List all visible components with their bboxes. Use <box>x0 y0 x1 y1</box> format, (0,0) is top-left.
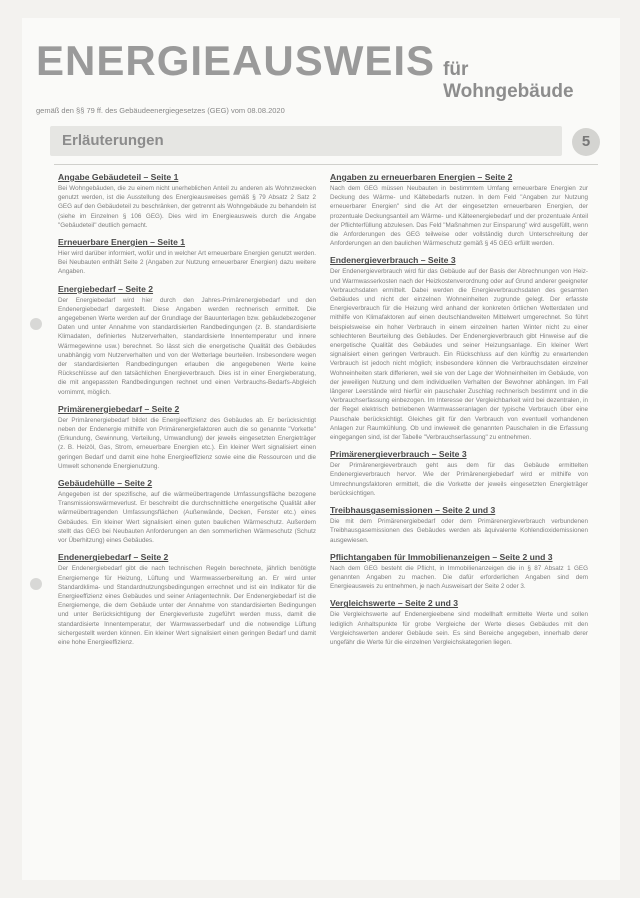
section-text: Angegeben ist der spezifische, auf die wärmeübertragende Umfassungsfläche bezogene Transmissionswärmeverlust. Er beschreibt die durchschnittliche energetische Qualität aller wärmeübertragenden Umfassungsflächen (Außenwände, Decken, Fenster etc.) eines Gebäudes. Ein kleiner Wert signalisiert einen guten baulichen Wärmeschutz. Außerdem stellt das GEG bei Neubauten Anforderungen an den sommerlichen Wärmeschutz (Schutz vor Überhitzung) eines Gebäudes. <box>58 491 316 545</box>
document-header <box>36 37 596 115</box>
document-title: ENERGIEAUSWEIS <box>36 37 436 84</box>
explanation-section <box>330 449 588 498</box>
section-heading: Pflichtangaben für Immobilienanzeigen – Seite 2 und 3 <box>330 551 553 562</box>
document-subtitle: für Wohngebäude <box>443 59 574 102</box>
section-text: Der Endenergiebedarf gibt die nach technischen Regeln berechnete, jährlich benötigte Energiemenge für Heizung, Lüftung und Warmwasserbereitung an. Er wird unter Standardklima- und Standardnutzungsbedingungen errechnet und ist ein Indikator für die Energieeffizienz eines Gebäudes und seiner Anlagentechnik. Der Endenergiebedarf ist die Energiemenge, die dem Gebäude unter der Annahme von standardisierten Bedingungen und unter Berücksichtigung der Energieverluste zugeführt werden muss, damit die standardisierte Innentemperatur, der Warmwasserbedarf und die notwendige Lüftung sichergestellt werden können. Ein kleiner Wert signalisiert einen geringen Bedarf und damit eine hohe Energieeffizienz. <box>58 565 316 646</box>
legal-basis: gemäß den §§ 79 ff. des Gebäudeenergiegesetzes (GEG) vom 08.08.2020 <box>36 106 285 115</box>
explanation-section <box>58 237 316 277</box>
section-text: Der Endenergieverbrauch wird für das Gebäude auf der Basis der Abrechnungen von Heiz- und Warmwasserkosten nach der Heizkostenverordnung oder auf Grund anderer geeigneter Verbrauchsdaten ermittelt. Dabei werden die Energieverbrauchsdaten des gesamten Gebäudes und nicht der einzelnen Wohneinheiten zugrunde gelegt. Der erfasste Energieverbrauch für die Heizung wird anhand der konkreten örtlichen Wetterdaten und mithilfe von Klimafaktoren auf einen deutschlandweiten Mittelwert umgerechnet. So führt beispielsweise ein hoher Verbrauch in einem einzelnen harten Winter nicht zu einer schlechteren Beurteilung des Gebäudes. Der Endenergieverbrauch gibt Hinweise auf die energetische Qualität des Gebäudes und seiner Heizungsanlage. Ein kleiner Wert signalisiert einen geringen Verbrauch. Ein Rückschluss auf den künftig zu erwartenden Verbrauch ist jedoch nicht möglich; insbesondere können die Verbrauchsdaten einzelner Wohneinheiten stark differieren, weil sie von der Lage der Wohneinheiten im Gebäude, von der jeweiligen Nutzung und dem individuellen Verhalten der Bewohner abhängen. Im Fall längerer Leerstände wird hierfür ein pauschaler Zuschlag rechnerisch bestimmt und in die Verbrauchserfassung einbezogen. Im Interesse der Vergleichbarkeit wird bei dezentralen, in der Regel elektrisch betriebenen Warmwasseranlagen der typische Verbrauch über eine Pauschale berücksichtigt. Gleiches gilt für den Verbrauch von eventuell vorhandenen Anlagen zur Raumkühlung. Ob und inwieweit die genannten Pauschalen in die Erfassung eingegangen sind, ist der Tabelle "Verbrauchserfassung" zu entnehmen. <box>330 268 588 442</box>
section-heading: Primärenergieverbrauch – Seite 3 <box>330 449 467 460</box>
explanation-section <box>330 552 588 592</box>
divider <box>54 164 598 165</box>
section-text: Nach dem GEG besteht die Pflicht, in Immobilienanzeigen die in § 87 Absatz 1 GEG genannten Angaben zu machen. Die dafür erforderlichen Angaben sind dem Energieausweis zu entnehmen, je nach Ausweisart der Seite 2 oder 3. <box>330 564 588 591</box>
section-heading: Endenergiebedarf – Seite 2 <box>58 552 169 563</box>
section-heading: Energiebedarf – Seite 2 <box>58 283 154 294</box>
page-number-badge: 5 <box>572 128 600 156</box>
explanation-section <box>58 478 316 545</box>
explanation-section <box>58 284 316 397</box>
section-heading: Gebäudehülle – Seite 2 <box>58 478 153 489</box>
section-heading: Erneuerbare Energien – Seite 1 <box>58 237 186 248</box>
section-title: Erläuterungen <box>62 132 164 149</box>
explanation-section <box>58 552 316 647</box>
section-text: Der Primärenergieverbrauch geht aus dem für das Gebäude ermittelten Endenergieverbrauch hervor. Wie der Primärenergiebedarf wird er mithilfe von Umrechnungsfaktoren ermittelt, die die Vorkette der jeweils eingesetzten Energieträger berücksichtigen. <box>330 462 588 497</box>
section-text: Die mit dem Primärenergiebedarf oder dem Primärenergieverbrauch verbundenen Treibhausgasemissionen des Gebäudes werden als äquivalente Kohlendioxidemissionen ausgewiesen. <box>330 518 588 544</box>
section-heading: Angabe Gebäudeteil – Seite 1 <box>58 172 179 182</box>
section-heading: Endenergieverbrauch – Seite 3 <box>330 255 456 266</box>
section-heading: Primärenergiebedarf – Seite 2 <box>58 403 180 414</box>
explanation-section <box>58 404 316 471</box>
section-text: Der Primärenergiebedarf bildet die Energieeffizienz des Gebäudes ab. Er berücksichtigt neben der Endenergie mithilfe von Primärenergiefaktoren auch die so genannte "Vorkette" (Erkundung, Gewinnung, Verteilung, Umwandlung) der jeweils eingesetzten Energieträger (z. B. Heizöl, Gas, Strom, erneuerbare Energien etc.). Ein kleiner Wert signalisiert einen geringen Bedarf und damit eine hohe Energieeffizienz sowie eine die Ressourcen und die Umwelt schonende Energienutzung. <box>58 416 316 470</box>
explanation-section <box>58 172 316 230</box>
left-column <box>58 172 316 654</box>
section-text: Nach dem GEG müssen Neubauten in bestimmtem Umfang erneuerbare Energien zur Deckung des Wärme- und Kältebedarfs nutzen. In dem Feld "Angaben zur Nutzung erneuerbarer Energien" sind die Art der eingesetzten erneuerbaren Energien, der prozentuale Deckungsanteil am Wärme- und Kälteenergiebedarf und der prozentuale Anteil der Pflichterfüllung abzulesen. Das Feld "Maßnahmen zur Einsparung" wird ausgefüllt, wenn die Anforderungen des GEG teilweise oder vollständig durch Unterschreitung der Anforderungen an den baulichen Wärmeschutz gemäß § 45 GEG erfüllt werden. <box>330 185 588 248</box>
section-text: Der Energiebedarf wird hier durch den Jahres-Primärenergiebedarf und den Endenergiebedarf dargestellt. Diese Angaben werden rechnerisch ermittelt. Die angegebenen Werte werden auf der Grundlage der Bauunterlagen bzw. gebäudebezogener Daten und unter Annahme von standardisierten Randbedingungen (z. B. standardisierte Klimadaten, definiertes Nutzerverhalten, standardisierte Innentemperatur und innere Wärmegewinne usw.) berechnet. So lässt sich die energetische Qualität des Gebäudes unabhängig vom Nutzerverhalten und von der Wetterlage beurteilen. Insbesondere wegen der standardisierten Randbedingungen erlauben die angegebenen Werte keine Rückschlüsse auf den tatsächlichen Energieverbrauch. Dies ist in einer Energieberatung, die mit angepassten Randbedingungen rechnet und einen Verbrauchs-Bedarfs-Abgleich vornimmt, möglich. <box>58 296 316 396</box>
punch-hole <box>30 318 42 330</box>
punch-hole <box>30 578 42 590</box>
title-row <box>36 37 596 103</box>
section-header-bar <box>50 126 562 156</box>
section-text: Die Vergleichswerte auf Endenergieebene sind modellhaft ermittelte Werte und sollen lediglich Anhaltspunkte für grobe Vergleiche der Werte dieses Gebäudes mit den Vergleichswerten anderer Gebäude sein. Es sind Bereiche angegeben, innerhalb derer ungefähr die Werte für die einzelnen Vergleichskategorien liegen. <box>330 611 588 646</box>
section-heading: Vergleichswerte – Seite 2 und 3 <box>330 598 459 609</box>
explanation-section <box>330 172 588 248</box>
section-text: Bei Wohngebäuden, die zu einem nicht unerheblichen Anteil zu anderen als Wohnzwecken genutzt werden, ist die Ausstellung des Energieausweises gemäß § 79 Absatz 2 Satz 2 GEG auf den Gebäudeteil zu beschränken, der getrennt als Wohngebäude zu behandeln ist (siehe im Einzelnen § 106 GEG). Dies wird im Energieausweis durch die Angabe "Gebäudeteil" deutlich gemacht. <box>58 185 316 229</box>
right-column <box>330 172 588 654</box>
section-heading: Treibhausgasemissionen – Seite 2 und 3 <box>330 505 496 516</box>
explanation-section <box>330 598 588 647</box>
explanation-section <box>330 255 588 442</box>
section-heading: Angaben zu erneuerbaren Energien – Seite 2 <box>330 172 513 182</box>
section-text: Hier wird darüber informiert, wofür und in welcher Art erneuerbare Energien genutzt werden. Bei Neubauten enthält Seite 2 (Angaben zur Nutzung erneuerbarer Energien) dazu weitere Angaben. <box>58 250 316 276</box>
explanation-section <box>330 505 588 545</box>
